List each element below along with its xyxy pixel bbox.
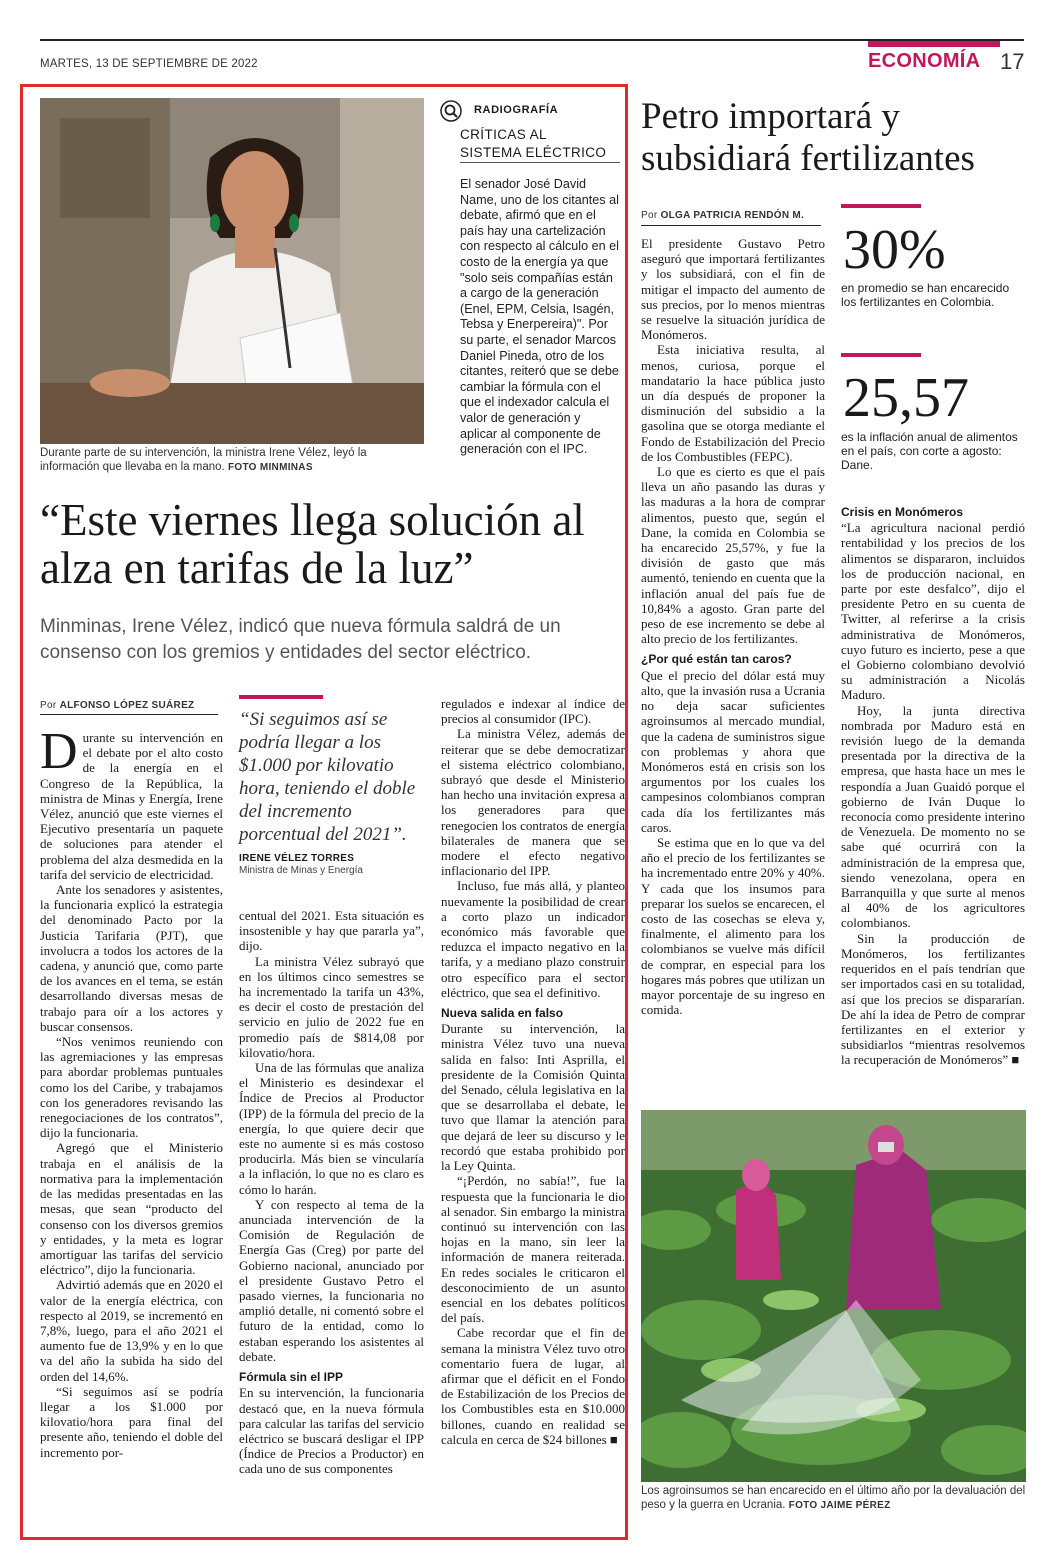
stat-description: en promedio se han encarecido los fertilizantes en Colombia. [841,281,1010,309]
sidebar-rule [460,162,620,163]
sidebar-kicker: RADIOGRAFÍA [474,104,559,116]
paragraph: Sin la producción de Monómeros, los fertilizantes requeridos en el país tendrían que ser importados casi en su totalidad, así que los precios se dispararían. De ahí la idea de Petro de comprar fertilizantes en el exterior y subsidiarlos “mientras resolvemos la recuperación de Monómeros” ■ [841,930,1025,1068]
paragraph: Advirtió además que en 2020 el valor de la energía eléctrica, con respecto al 2019, se incrementó en 7,8%, luego, para el año 2021 el aumento fue de 13,9% y en lo que va del año la subida ha sido del orden del 14,6%. [40,1277,223,1384]
paragraph: Durante su intervención, la ministra Vélez tuvo una nueva salida en falso: Inti Asprilla, el presidente de la Comisión Quinta del Senado, célula legislativa en la que se desarrollaba el debate, le tuvo que llamar la atención para que dejará de leer su discurso y le recordó que estaba prohibido por la Ley Quinta. [441,1021,625,1174]
paragraph: Incluso, fue más allá, y planteo nuevamente la posibilidad de crear a corto plazo un indicador económico más favorable que reduzca el impacto negativo en la tarifa, y a mediano plazo construir otro específico para el sector eléctrico, que sea el definitivo. [441,878,625,1000]
subheading: Fórmula sin el IPP [239,1370,344,1385]
paragraph: “¡Perdón, no sabía!”, fue la respuesta que la funcionaria le dio al senador. Sin embargo la ministra continuó su intervención con las hojas en la mano, sin leer la información de manera reiterada. En redes sociales le criticaron el desconocimiento de un asunto esencial en los debates políticos del país. [441,1173,625,1326]
byline [641,210,804,221]
subheading: Nueva salida en falso [441,1006,564,1021]
paragraph: Que el precio del dólar está muy alto, que la invasión rusa a Ucrania no deja sacar suficientes agroinsumos al mercado mundial, que la cadena de suministros sigue con problemas y ahora que Monómeros está en crisis son los argumentos por los cuales los campesinos colombianos compran cada día los fertilizantes más caros. [641,667,825,835]
fertilizer-headline: Petro importará y subsidiará fertilizantes [641,96,975,179]
article-subtitle: Minminas, Irene Vélez, indicó que nueva fórmula saldrá de un consenso con los gremios y entidades del sector eléctrico. [40,616,561,663]
photo-credit: FOTO MINMINAS [227,462,313,473]
article-column-3 [441,696,625,1447]
paragraph: “Si seguimos así se podría llegar a los $1.000 por kilovatio/hora para final del presente año, teniendo el doble del incremento por- [40,1383,223,1460]
article-column-4 [641,236,825,1017]
paragraph: Se estima que en lo que va del año el precio de los fertilizantes se ha incrementado entre 20% y 40%. Y cada que los insumos para preparar los suelos se encarecen, el costo de las cosechas se eleva y, finalmente, el alimento para los colombianos se vuelve más difícil de comprar, en especial para los hogares más pobres que utilizan un mayor porcentaje de su ingreso en comida. [641,834,825,1018]
page-number: 17 [1000,49,1025,74]
paragraph: centual del 2021. Esta situación es insostenible y hay que pararla ya”, dijo. [239,908,424,954]
byline-prefix: Por [641,210,658,221]
paragraph: En su intervención, la funcionaria destacó que, en la nueva fórmula para calcular las tarifas del servicio eléctrico se buscará desligar el IPP (Índice de Precios a Productor) en cada uno de sus componentes [239,1385,424,1477]
subheading: Crisis en Monómeros [841,505,964,519]
paragraph: Hoy, la junta directiva nombrada por Maduro está en revisión luego de la demanda presentada por la directiva de la empresa, que hasta hace un mes le respondía a Juan Guaidó porque el gobierno de Iván Duque lo reconocía como presidente interino de Venezuela. De momento no se sabe qué ocurrirá con la administración de la empresa que, siendo venezolana, opera en Barranquilla y que surte al menos al 40% de los agricultores colombianos. [841,702,1025,931]
subheading: ¿Por qué están tan caros? [641,652,792,667]
article-column-1 [40,723,223,1460]
paragraph: Y con respecto al tema de la anunciada intervención de la Comisión de Regulación de Energía Gas (Creg) por parte del Gobierno nacional, anunciado por el presidente Gustavo Petro el pasado viernes, la funcionaria no amplió detalle, ni comentó sobre el futuro de la entidad, como lo estaban esperando los asistentes al debate. [239,1196,424,1364]
photo-caption [641,1484,1026,1513]
paragraph: Una de las fórmulas que analiza el Ministerio es desindexar el Índice de Precios al Productor (IPP) de la fórmula del precio de la energía, lo que quiere decir que este no aumente si es más costoso producirla. Más bien se vincularía a la inflación, lo que no es claro es cómo lo harán. [239,1060,424,1197]
page-date: MARTES, 13 DE SEPTIEMBRE DE 2022 [40,58,258,70]
quote-rule [239,695,323,699]
paragraph: Lo que es cierto es que el país lleva un año pasando las duras y las maduras a la hora de comprar alimentos, puesto que, según el Dane, la comida en Colombia se ha encarecido 25,57%, y fue la división de gasto que más aumentó, teniendo en cuenta que la inflación anual del país fue de 10,84% a agosto. Gran parte del peso de ese incremento se debe al alto precio de los fertilizantes. [641,464,825,647]
sidebar-title-line2: SISTEMA ELÉCTRICO [460,145,607,160]
sidebar-body: El senador José David Name, uno de los citantes al debate, afirmó que en el país hay una cartelización con respecto al cálculo en el costo de la energía ya que "solo seis compañías están a cargo de la generación (Enel, EPM, Celsia, Isagén, Tebsa y Enerpereira)". Por su parte, el senador Marcos Daniel Pineda, otro de los citantes, reiteró que se debe cambiar la fórmula con el que el indexador calcula el valor de generación y aplicar al componente de generación con el IPC. [460,177,619,457]
caption-text: Durante parte de su intervención, la ministra Irene Vélez, leyó la información que llevaba en la mano. [40,447,367,473]
paragraph: “Nos venimos reuniendo con las agremiaciones y las empresas para abordar problemas puntuales como los del Caribe, y trabajamos con los generadores revisando las renegociaciones de los contratos”, dijo la funcionaria. [40,1034,223,1141]
article-headline: “Este viernes llega solución al alza en tarifas de la luz” [40,495,585,593]
stat-bar [841,204,921,208]
magnifier-icon [440,100,462,122]
article-column-5 [841,505,1025,1068]
paragraph: Esta iniciativa resulta, al menos, curiosa, porque el mandatario la hace pública justo un día después de proponer la disminución del subsidio a la gasolina que se otorga mediante el Fondo de Estabilización del Precio de los Combustibles (FEPC). [641,342,825,464]
minister-photo-illustration [40,98,424,444]
paragraph: “La agricultura nacional perdió rentabilidad y los precios de los alimentos se dispararon, incluidos los de producción nacional, en parte por este desfalco”, dijo el presidente Petro en su cuenta de Twitter, al referirse a la crisis administrativa de Monómeros, cuyo futuro es incierto, pese a que el Gobierno colombiano devolvió su administración a Nicolás Maduro. [841,520,1025,703]
paragraph: Ante los senadores y asistentes, la funcionaria explicó la estrategia del denominado Pacto por la Justicia Tarifaria (PJT), que involucra a todos los actores de la cadena, y anunció que, como parte de los avances en el tema, se están desarrollando diversas mesas de trabajo para oír a los actores y buscar consensos. [40,882,223,1034]
farm-photo-illustration [641,1110,1026,1482]
stat-value: 25,57 [843,367,969,429]
quote-author: IRENE VÉLEZ TORRES [239,853,355,864]
byline-prefix: Por [40,700,57,711]
paragraph: La ministra Vélez, además de reiterar que se debe democratizar el sistema eléctrico colombiano, subrayó que desde el Ministerio han hecho una invitación expresa a los generadores para que renegocien los contratos de energía bilaterales de manera que se modere el efecto negativo inflacionario del IPP. [441,726,625,879]
photo-caption [40,446,424,475]
stat-bar [841,353,921,357]
byline [40,700,194,711]
paragraph: regulados e indexar al índice de precios al consumidor (IPC). [441,696,625,727]
paragraph: Cabe recordar que el fin de semana la ministra Vélez tuvo otro comentario fuera de lugar, al afirmar que el déficit en el Fondo de Estabilización de los Precios de los Combustibles esta en $10.000 billones, cuando en realidad se calcula en cerca de $24 billones ■ [441,1325,625,1447]
drop-cap: D [40,723,78,780]
byline-author: OLGA PATRICIA RENDÓN M. [660,210,805,221]
minister-photo [40,98,424,444]
paragraph: La ministra Vélez subrayó que en los últimos cinco semestres se ha incrementado la tarifa un 43%, es decir el costo de prestación del servicio en julio de 2022 fue en promedio país de $814,08 por kilovatio/hora. [239,953,424,1060]
section-bar [868,41,1000,47]
byline-rule [40,714,218,715]
byline-rule [641,225,821,226]
section-label: ECONOMÍA [868,50,981,72]
article-column-2 [239,908,424,1477]
stat-value: 30% [843,219,946,281]
sidebar-title-line1: CRÍTICAS AL [460,127,547,142]
paragraph: urante su intervención en el debate por el alto costo de la energía en el Congreso de la República, la ministra de Minas y Energía, Irene Vélez, anunció que este viernes el Ejecutivo presentaría un paquete de soluciones para atender el problema del alza desmedida en la tarifa del servicio de electricidad. [40,730,223,882]
farm-photo [641,1110,1026,1482]
paragraph: El presidente Gustavo Petro aseguró que importará fertilizantes y los subsidiará, con el fin de mitigar el impacto del aumento de sus precios, por lo menos mientras se resuelve la situación jurídica de Monómeros. [641,236,825,343]
caption-text: Los agroinsumos se han encarecido en el último año por la devaluación del peso y la guerra en Ucrania. [641,1485,1026,1511]
stat-description: es la inflación anual de alimentos en el país, con corte a agosto: Dane. [841,430,1018,472]
photo-credit: FOTO JAIME PÉREZ [788,1500,891,1511]
paragraph: Agregó que el Ministerio trabaja en el análisis de la normativa para la implementación de las medidas presentadas en las mesas, que sean “producto del consenso con los diversos gremios y entidades, y la meta es lograr amortiguar las tarifas del servicio eléctrico”, dijo la funcionaria. [40,1140,223,1278]
pull-quote: “Si seguimos así se podría llegar a los $1.000 por kilovatio hora, teniendo el doble del incremento porcentual del 2021”. [239,709,416,845]
byline-author: ALFONSO LÓPEZ SUÁREZ [59,700,195,711]
quote-author-role: Ministra de Minas y Energía [239,865,363,876]
